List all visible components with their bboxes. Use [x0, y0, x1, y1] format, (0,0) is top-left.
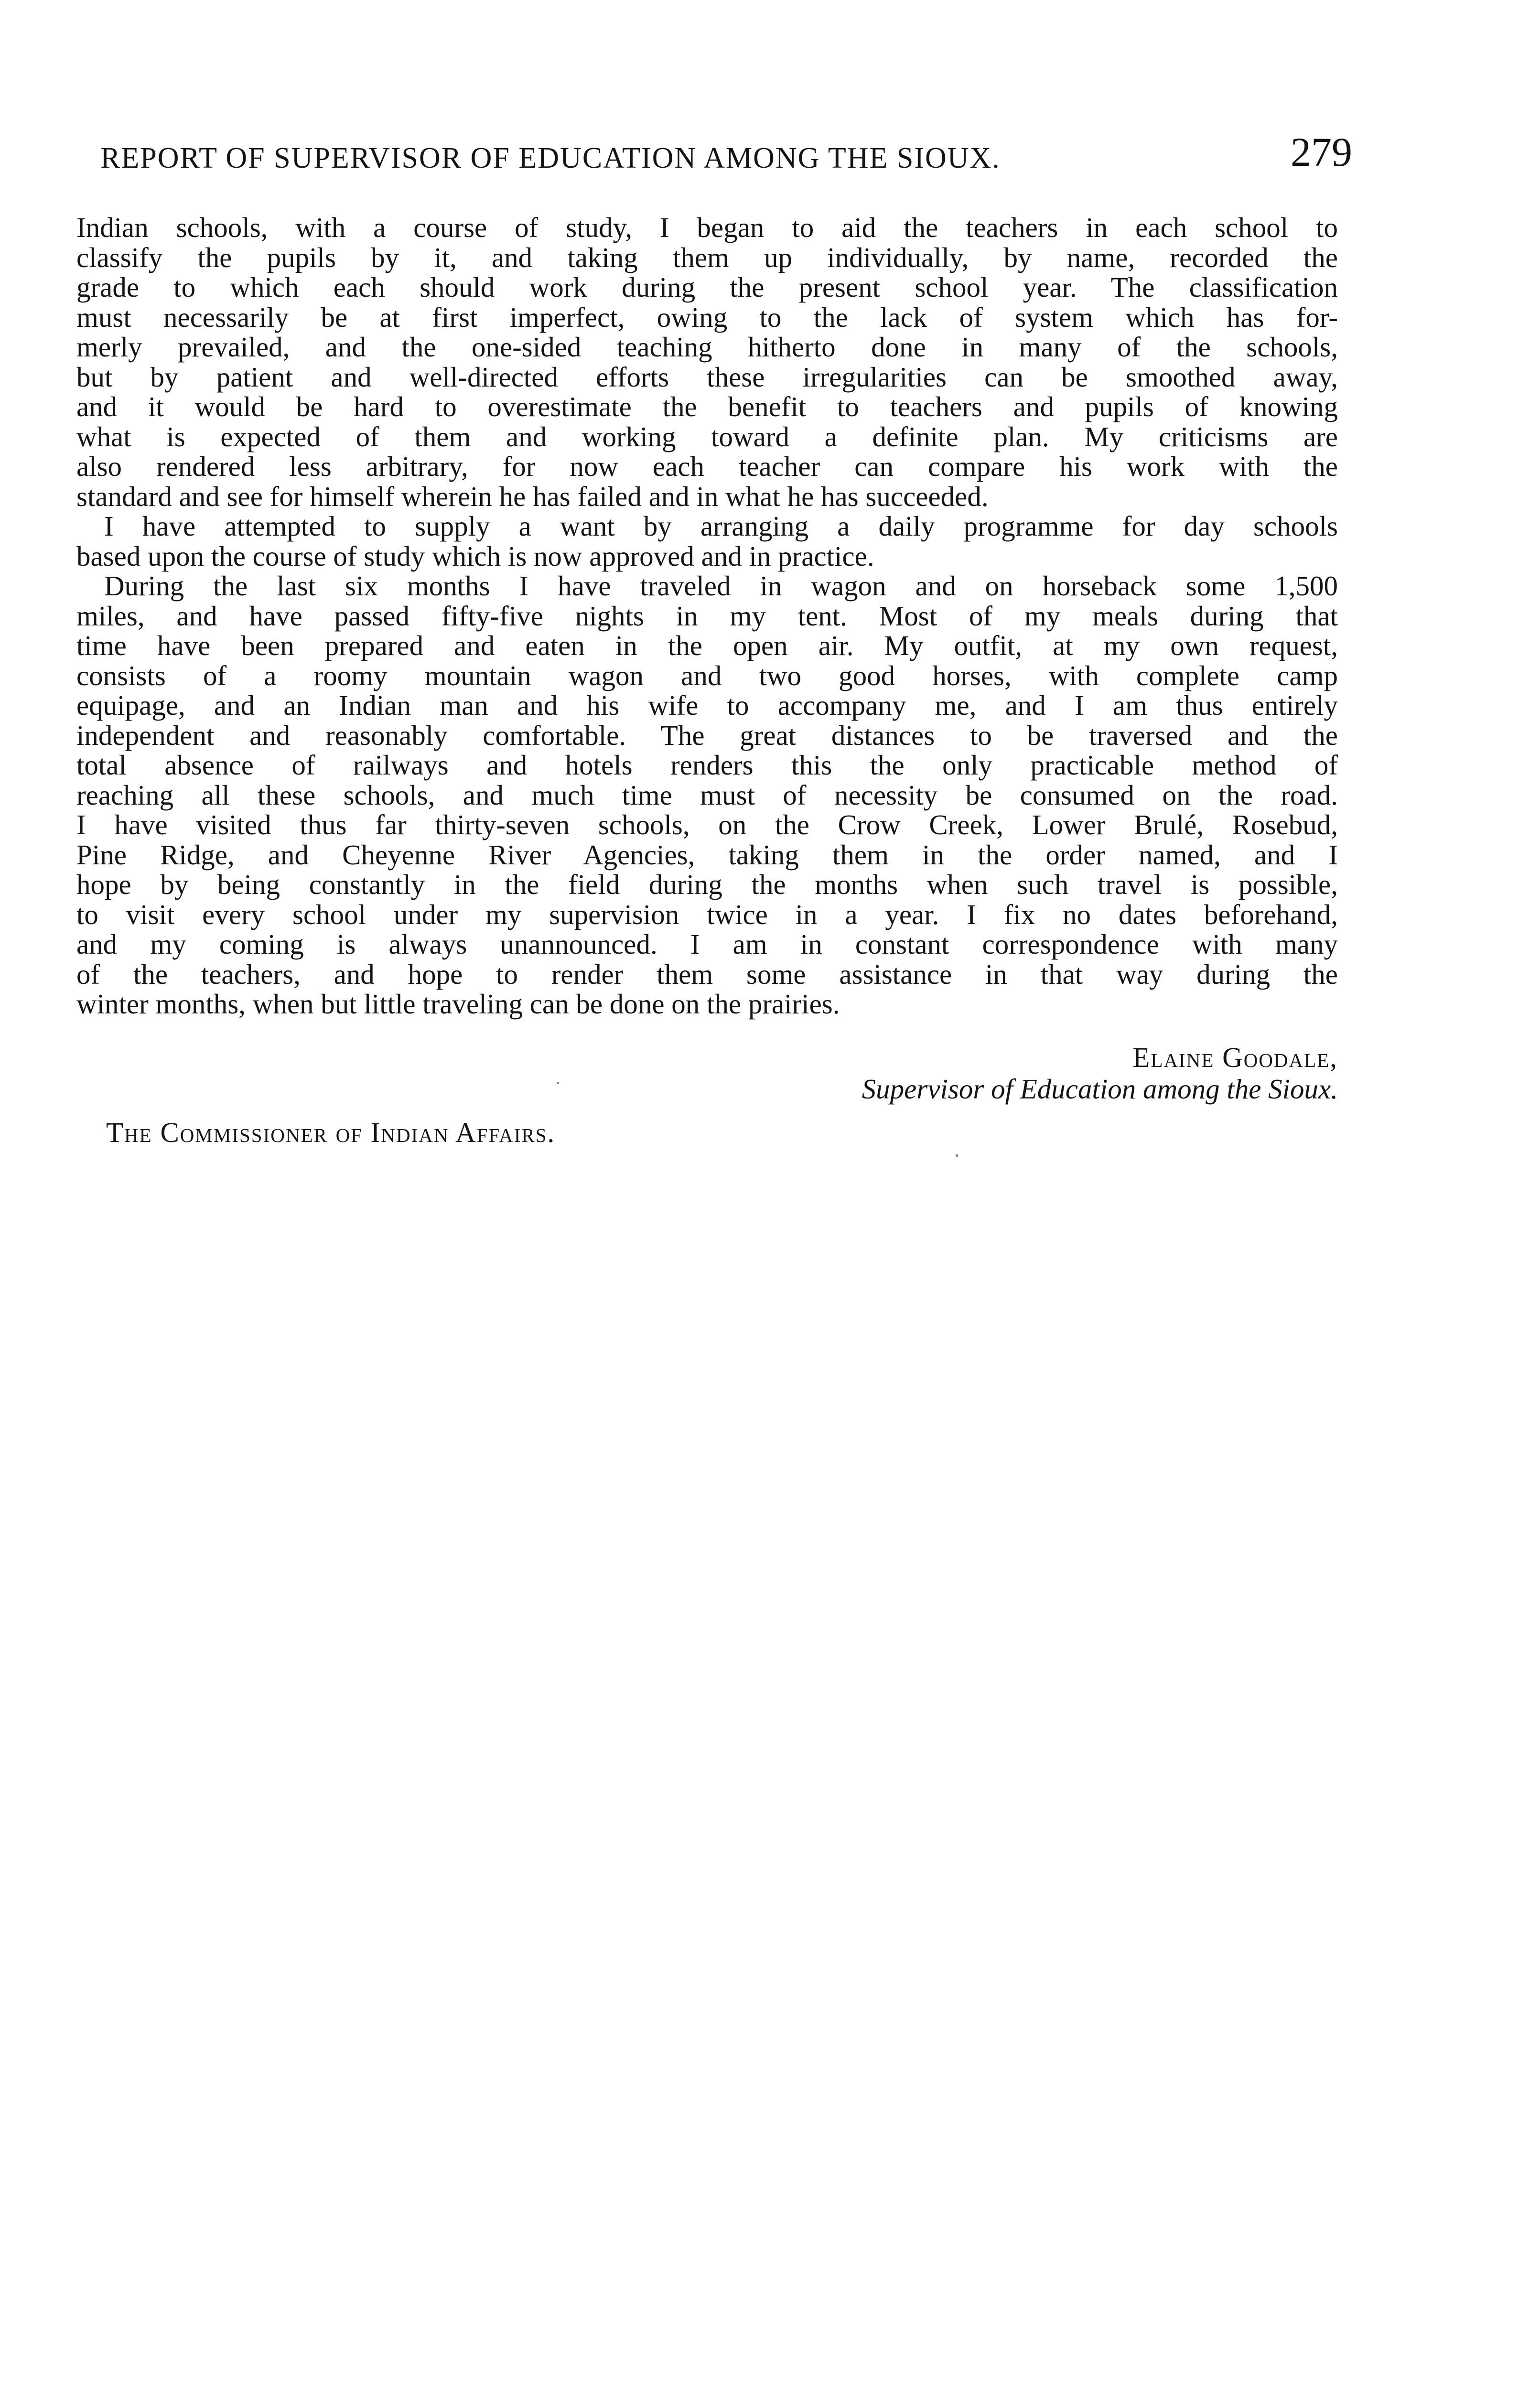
print-speck	[956, 1154, 958, 1157]
text-line: Pine Ridge, and Cheyenne River Agencies, taking them in the order named, and I	[76, 839, 1338, 871]
text-line: to visit every school under my supervision twice in a year. I fix no dates beforehand,	[76, 898, 1338, 930]
text-line: equipage, and an Indian man and his wife to accompany me, and I am thus entirely	[76, 689, 1338, 721]
text-line: what is expected of them and working toward a definite plan. My criticisms are	[76, 420, 1338, 452]
body-text	[76, 213, 1338, 1019]
print-speck	[557, 1082, 559, 1084]
signatory-office: Supervisor of Education among the Sioux.	[862, 1073, 1338, 1105]
text-line: total absence of railways and hotels renders this the only practicable method of	[76, 749, 1338, 781]
page-number: 279	[1291, 129, 1352, 175]
text-line: also rendered less arbitrary, for now each teacher can compare his work with the	[76, 451, 1338, 482]
text-line: I have attempted to supply a want by arranging a daily programme for day schools	[104, 510, 1338, 542]
addressee: The Commissioner of Indian Affairs.	[106, 1117, 556, 1148]
signature-block	[862, 1042, 1338, 1105]
text-line: During the last six months I have traveled in wagon and on horseback some 1,500	[104, 570, 1338, 602]
text-line: time have been prepared and eaten in the open air. My outfit, at my own request,	[76, 630, 1338, 661]
text-line: and it would be hard to overestimate the benefit to teachers and pupils of knowing	[76, 391, 1338, 422]
running-head	[100, 128, 1352, 181]
text-line: standard and see for himself wherein he has failed and in what he has succeeded.	[76, 480, 989, 512]
text-line: classify the pupils by it, and taking them up individually, by name, recorded the	[76, 241, 1338, 273]
text-line: consists of a roomy mountain wagon and two good horses, with complete camp	[76, 659, 1338, 691]
text-line: must necessarily be at first imperfect, owing to the lack of system which has for-	[76, 301, 1338, 333]
text-line: winter months, when but little traveling can be done on the prairies.	[76, 988, 840, 1020]
text-line: reaching all these schools, and much time must of necessity be consumed on the road.	[76, 779, 1338, 811]
running-head-title: REPORT OF SUPERVISOR OF EDUCATION AMONG THE SIOUX.	[100, 142, 1001, 174]
text-line: of the teachers, and hope to render them some assistance in that way during the	[76, 958, 1338, 990]
text-line: I have visited thus far thirty-seven schools, on the Crow Creek, Lower Brulé, Rosebud,	[76, 809, 1338, 840]
text-line: miles, and have passed fifty-five nights in my tent. Most of my meals during that	[76, 600, 1338, 632]
text-line: grade to which each should work during the present school year. The classification	[76, 271, 1338, 303]
text-line: independent and reasonably comfortable. The great distances to be traversed and the	[76, 719, 1338, 751]
text-line: hope by being constantly in the field during the months when such travel is possible,	[76, 869, 1338, 900]
text-line: and my coming is always unannounced. I am in constant correspondence with many	[76, 928, 1338, 960]
signatory-name: Elaine Goodale,	[1132, 1042, 1338, 1073]
text-line: based upon the course of study which is now approved and in practice.	[76, 540, 874, 572]
text-line: merly prevailed, and the one-sided teaching hitherto done in many of the schools,	[76, 331, 1338, 363]
text-line: but by patient and well-directed efforts these irregularities can be smoothed away,	[76, 361, 1338, 393]
text-line: Indian schools, with a course of study, I began to aid the teachers in each school to	[76, 212, 1338, 243]
